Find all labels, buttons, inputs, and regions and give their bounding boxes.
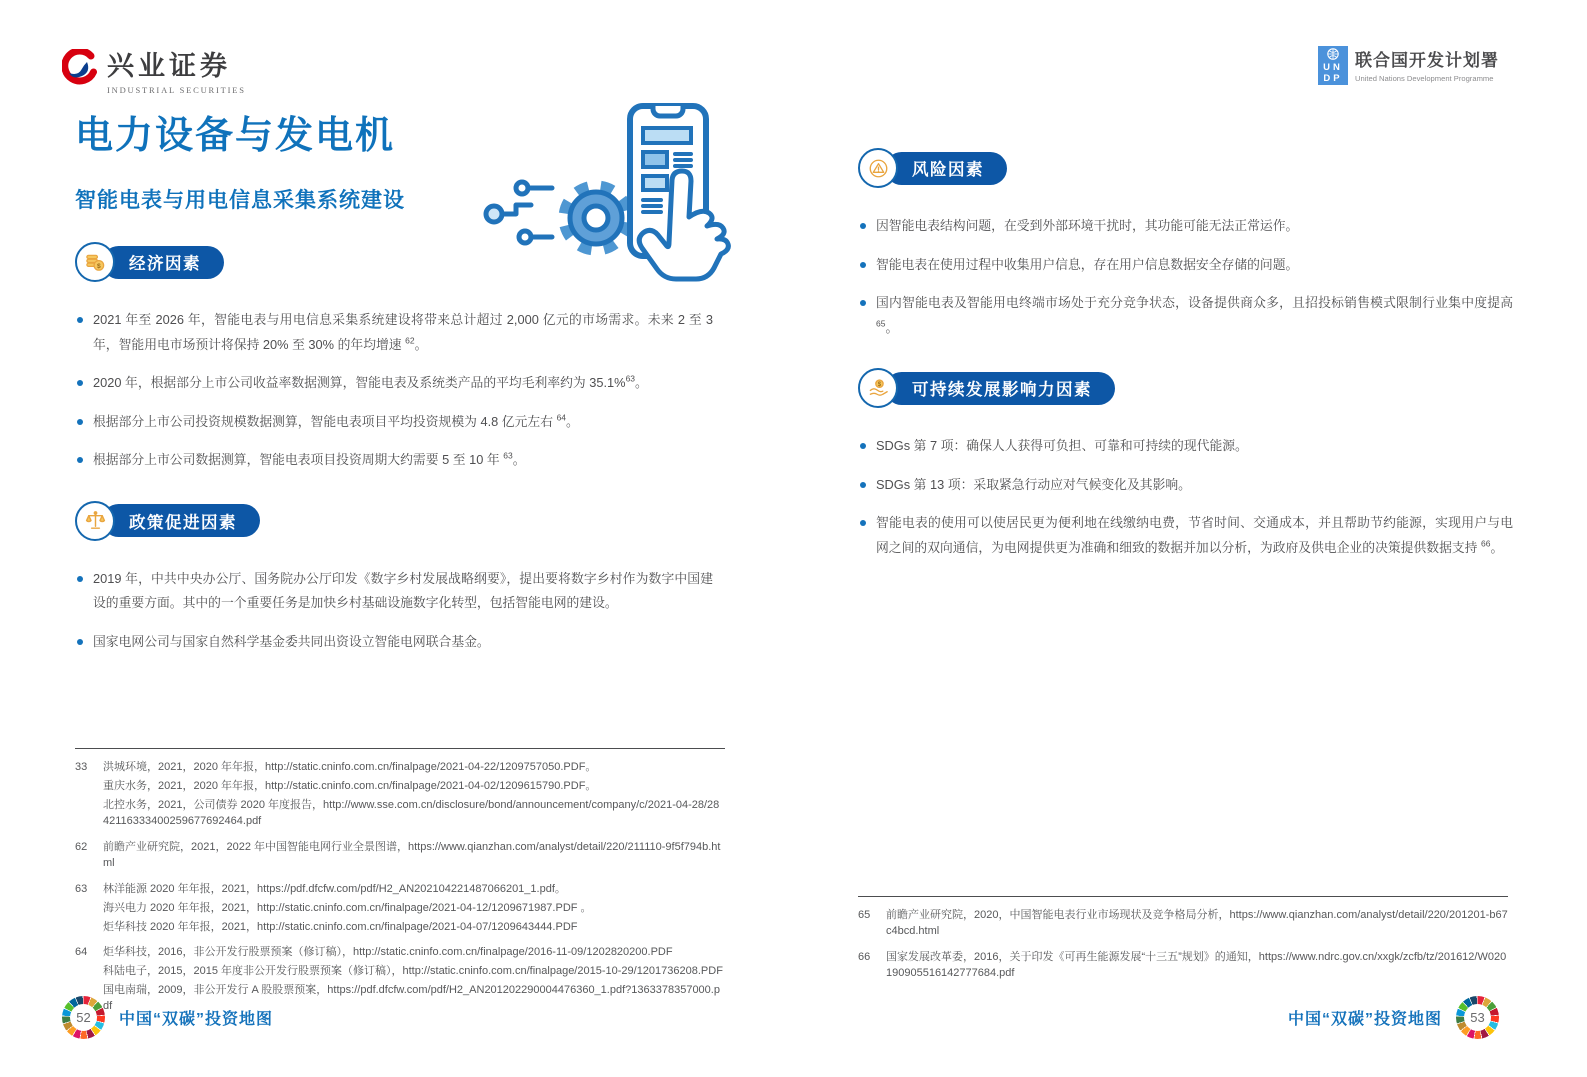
footnote-line: 北控水务，2021，公司债券 2020 年度报告，http://www.sse.com.cn/disclosure/bond/announcement/company/c/2021-04-28/2842116333400259677692464.pdf (103, 798, 720, 827)
left-footnotes (75, 748, 725, 1025)
section-risk (858, 148, 1513, 340)
bullet-text: 国内智能电表及智能用电终端市场处于充分竞争状态，设备提供商众多，且招投标销售模式限制行业集中度提高 $^{65}$。 (876, 295, 1513, 335)
bullet-text: 根据部分上市公司数据测算，智能电表项目投资周期大约需要 5 至 10 年 $^{63}$。 (93, 450, 526, 468)
bullet-dot (860, 262, 866, 268)
right-page-footer (1288, 995, 1499, 1039)
page-number: 53 (1464, 1004, 1491, 1031)
footnote-lines (103, 840, 725, 875)
bullet-dot (77, 457, 83, 463)
footnote-line: 炬华科技 2020 年年报，2021，http://static.cninfo.com.cn/finalpage/2021-04-07/1209643444.PDF (103, 920, 578, 933)
risk-bullet-list (858, 214, 1513, 340)
page-number: 52 (70, 1004, 97, 1031)
footnote (858, 950, 1508, 985)
economic-bullet-list (75, 308, 713, 473)
industrial-securities-swirl-icon (62, 49, 98, 90)
bullet-dot (77, 317, 83, 323)
footnote-line: 海兴电力 2020 年年报，2021，http://static.cninfo.com.cn/finalpage/2021-04-12/1209671987.PDF 。 (103, 901, 592, 914)
policy-badge (75, 501, 713, 541)
brand-logo (62, 44, 246, 95)
footnote (75, 840, 725, 875)
bullet-item (858, 253, 1513, 278)
warning-triangle-icon (858, 148, 898, 188)
bullet-dot (77, 576, 83, 582)
bullet-item (75, 448, 713, 473)
footer-title: 中国“双碳”投资地图 (119, 1010, 274, 1028)
coins-icon (75, 242, 115, 282)
right-page-content (858, 148, 1513, 575)
bullet-text: 2019 年，中共中央办公厅、国务院办公厅印发《数字乡村发展战略纲要》，提出要将数字乡村作为数字中国建设的重要方面。其中的一个重要任务是加快乡村基础设施数字化转型，包括智能电网的建设。 (93, 570, 713, 611)
footnote-line: 科陆电子，2015，2015 年度非公开发行股票预案（修订稿），http://static.cninfo.com.cn/finalpage/2015-10-29/1201736208.PDF (103, 965, 723, 978)
bullet-dot (77, 639, 83, 645)
policy-bullet-list (75, 567, 713, 655)
bullet-item (75, 630, 713, 655)
footnote-list (858, 908, 1508, 985)
bullet-text: SDGs 第 13 项：采取紧急行动应对气候变化及其影响。 (876, 476, 1191, 492)
economic-badge-label: 经济因素 (102, 246, 224, 279)
bullet-dot (77, 380, 83, 386)
footnote-number: 33 (75, 761, 88, 773)
footnote-line: 前瞻产业研究院，2021，2022 年中国智能电网行业全景图谱，https://www.qianzhan.com/analyst/detail/220/211110-9f5f794b.html (103, 840, 721, 869)
svg-text:$: $ (877, 381, 881, 388)
footnote (75, 882, 725, 939)
bullet-item (858, 473, 1513, 498)
footnote (75, 760, 725, 833)
footnote-line: 国家发展改革委，2016，关于印发《可再生能源发展“十三五”规划》的通知，https://www.ndrc.gov.cn/xxgk/zcfb/tz/201612/W020190905516142777684.pdf (886, 950, 1507, 979)
page-subtitle: 智能电表与用电信息采集系统建设 (75, 189, 405, 212)
bullet-dot (860, 223, 866, 229)
policy-badge-label: 政策促进因素 (102, 504, 260, 537)
section-economic (75, 242, 713, 473)
svg-text:UN: UN (1323, 62, 1343, 73)
footnote-line: 洪城环境，2021，2020 年年报，http://static.cninfo.com.cn/finalpage/2021-04-22/1209757050.PDF。 (103, 761, 597, 773)
undp-name: 联合国开发计划署 (1355, 51, 1499, 70)
bullet-dot (77, 419, 83, 425)
bullet-item (858, 291, 1513, 340)
bullet-dot (860, 482, 866, 488)
bullet-text: 根据部分上市公司投资规模数据测算，智能电表项目平均投资规模为 4.8 亿元左右 $^{64}$。 (93, 412, 579, 429)
footnote-lines (886, 908, 1508, 943)
sustainability-bullet-list (858, 434, 1513, 560)
sustainability-badge (858, 368, 1513, 408)
footnote-number: 64 (75, 946, 88, 959)
bullet-text: 2021 年至 2026 年，智能电表与用电信息采集系统建设将带来总计超过 2,000 亿元的市场需求。未来 2 至 3 年，智能用电市场预计将保持 20% 至 30% 的年均增速 $^{62}$。 (93, 312, 713, 352)
sustainability-badge-label: 可持续发展影响力因素 (885, 372, 1115, 405)
brand-name: 兴业证券 (107, 51, 231, 81)
bullet-dot (860, 520, 866, 526)
footnote-lines (103, 882, 725, 939)
bullet-item (858, 434, 1513, 459)
footnote-line: 重庆水务，2021，2020 年年报，http://static.cninfo.com.cn/finalpage/2021-04-02/1209615790.PDF。 (103, 779, 597, 792)
right-footnotes (858, 896, 1508, 992)
bullet-dot (860, 300, 866, 306)
economic-badge (75, 242, 713, 282)
bullet-text: 国家电网公司与国家自然科学基金委共同出资设立智能电网联合基金。 (93, 633, 490, 649)
footnote-separator (75, 748, 725, 749)
footnote-line: 前瞻产业研究院，2020，中国智能电表行业市场现状及竞争格局分析，https://www.qianzhan.com/analyst/detail/220/201201-b67c4bcd.html (886, 909, 1508, 937)
footnote-number: 62 (75, 840, 88, 853)
bullet-item (858, 214, 1513, 239)
balance-scale-icon (75, 501, 115, 541)
hand-coin-icon (858, 368, 898, 408)
footer-title: 中国“双碳”投资地图 (1287, 1010, 1442, 1028)
bullet-item (75, 308, 713, 357)
bullet-text: 因智能电表结构问题，在受到外部环境干扰时，其功能可能无法正常运作。 (876, 218, 1299, 233)
left-page-content (75, 242, 713, 669)
risk-badge (858, 148, 1513, 188)
sdg-wheel-icon (1456, 996, 1499, 1039)
undp-subtitle: United Nations Development Programme (1355, 74, 1494, 83)
section-sustainability (858, 368, 1513, 560)
footnote-line: 国电南瑞，2009，非公开发行 A 股股票预案，https://pdf.dfcfw.com/pdf/H2_AN201202290004476360_1.pdf?1363378357000.pdf (103, 984, 720, 1013)
page-title: 电力设备与发电机 (75, 115, 396, 157)
footnote-line: 炬华科技，2016，非公开发行股票预案（修订稿），http://static.cninfo.com.cn/finalpage/2016-11-09/1202820200.PDF (103, 946, 673, 959)
section-policy (75, 501, 713, 655)
bullet-item (75, 371, 713, 396)
brand-subtitle: INDUSTRIAL SECURITIES (107, 85, 246, 95)
footnote-lines (886, 950, 1508, 985)
footnote (858, 908, 1508, 943)
footnote-line: 林洋能源 2020 年年报，2021，https://pdf.dfcfw.com/pdf/H2_AN202104221487066201_1.pdf。 (103, 882, 566, 895)
footnote-list (75, 760, 725, 1018)
left-page-footer (62, 995, 273, 1039)
undp-logo (1318, 46, 1499, 90)
bullet-text: SDGs 第 7 项：确保人人获得可负担、可靠和可持续的现代能源。 (876, 438, 1248, 454)
bullet-text: 智能电表在使用过程中收集用户信息，存在用户信息数据安全存储的问题。 (876, 256, 1299, 272)
footnote-separator (858, 896, 1508, 897)
svg-text:DP: DP (1323, 73, 1343, 84)
risk-badge-label: 风险因素 (885, 152, 1007, 185)
bullet-text: 2020 年，根据部分上市公司收益率数据测算，智能电表及系统类产品的平均毛利率约为 35.1%$^{63}$。 (93, 373, 648, 391)
sdg-wheel-icon (62, 996, 105, 1039)
undp-emblem-icon (1318, 46, 1348, 90)
footnote-number: 66 (858, 950, 871, 963)
bullet-item (858, 511, 1513, 560)
bullet-item (75, 567, 713, 616)
svg-text:$: $ (96, 262, 101, 270)
bullet-item (75, 410, 713, 435)
footnote-number: 65 (858, 909, 871, 921)
footnote-number: 63 (75, 882, 88, 895)
footnote-lines (103, 760, 725, 833)
bullet-dot (860, 443, 866, 449)
bullet-text: 智能电表的使用可以使居民更为便利地在线缴纳电费，节省时间、交通成本，并且帮助节约能源，实现用户与电网之间的双向通信，为电网提供更为准确和细致的数据并加以分析，为政府及供电企业的决策提供数据支持 $^{66}$。 (876, 515, 1513, 555)
